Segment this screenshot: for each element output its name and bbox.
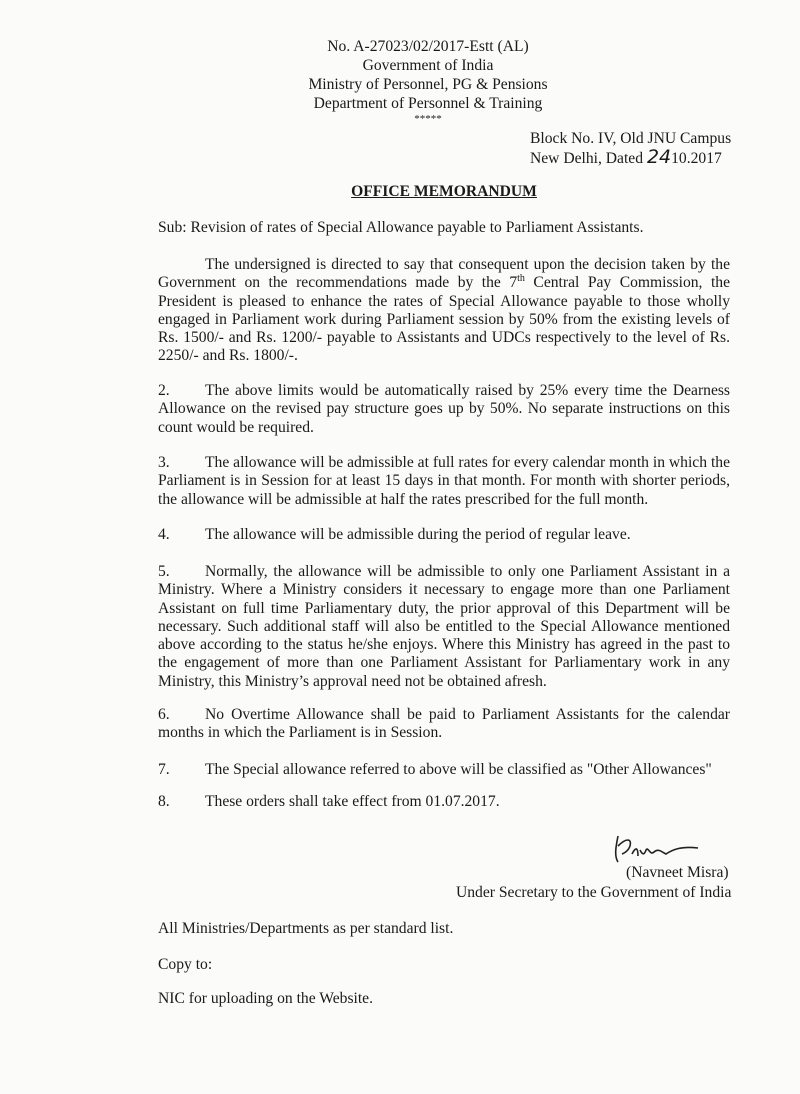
signature-mark — [610, 832, 710, 866]
paragraph-7: 7. The Special allowance referred to above will be classified as "Other Allowances" — [158, 761, 712, 778]
memo-title: OFFICE MEMORANDUM — [351, 183, 537, 200]
dated-label: New Delhi, Dated — [530, 150, 644, 167]
handwritten-day: 24 — [646, 146, 672, 168]
date-rest: 10.2017 — [671, 150, 722, 167]
paragraph-1: The undersigned is directed to say that consequent upon the decision taken by the Government on the recommendations made by the 7th Central Pay Commission, the President is pleased to enhance the rates of Special Allowance payable to those wholly engaged in Parliament work during Parliament session by 50% from the existing levels of Rs. 1500/- and Rs. 1200/- payable to Assistants and UDCs respectively to the level of Rs. 2250/- and Rs. 1800/-. — [158, 256, 730, 365]
address-line: Block No. IV, Old JNU Campus — [530, 130, 732, 147]
ministry: Ministry of Personnel, PG & Pensions — [308, 76, 548, 93]
date-line — [530, 148, 731, 168]
signatory-name: (Navneet Misra) — [626, 864, 729, 881]
letterhead — [208, 37, 648, 125]
department: Department of Personnel & Training — [313, 95, 543, 112]
paragraph-2: 2. The above limits would be automatically raised by 25% every time the Dearness Allowance on the revised pay structure goes up by 50%. No separate instructions on this count would be required. — [158, 382, 730, 436]
copy-recipient: NIC for uploading on the Website. — [158, 990, 373, 1007]
government: Government of India — [362, 57, 494, 74]
paragraph-4: 4. The allowance will be admissible during the period of regular leave. — [158, 526, 631, 543]
paragraph-5: 5. Normally, the allowance will be admissible to only one Parliament Assistant in a Ministry. Where a Ministry considers it necessary to engage more than one Parliament Assistant on full time Parliamentary duty, the prior approval of this Department will be necessary. Such additional staff will also be entitled to the Special Allowance mentioned above according to the status he/she enjoys. Where this Ministry has agreed in the past to the engagement of more than one Parliament Assistant for Parliamentary work in any Ministry, this Ministry’s approval need not be obtained afresh. — [158, 563, 730, 690]
copy-to-label: Copy to: — [158, 956, 213, 973]
address-block — [530, 130, 731, 168]
paragraph-3: 3. The allowance will be admissible at full rates for every calendar month in which the Parliament is in Session for at least 15 days in that month. For month with shorter periods, the allowance will be admissible at half the rates prescribed for the full month. — [158, 454, 730, 508]
paragraph-6: 6. No Overtime Allowance shall be paid to Parliament Assistants for the calendar months in which the Parliament is in Session. — [158, 706, 730, 742]
subject: Sub: Revision of rates of Special Allowance payable to Parliament Assistants. — [158, 219, 644, 236]
signatory-designation: Under Secretary to the Government of India — [456, 884, 732, 901]
paragraph-8: 8. These orders shall take effect from 01.07.2017. — [158, 793, 500, 810]
separator: ***** — [414, 113, 442, 125]
recipients: All Ministries/Departments as per standard list. — [158, 920, 454, 937]
file-number: No. A-27023/02/2017-Estt (AL) — [327, 38, 529, 55]
